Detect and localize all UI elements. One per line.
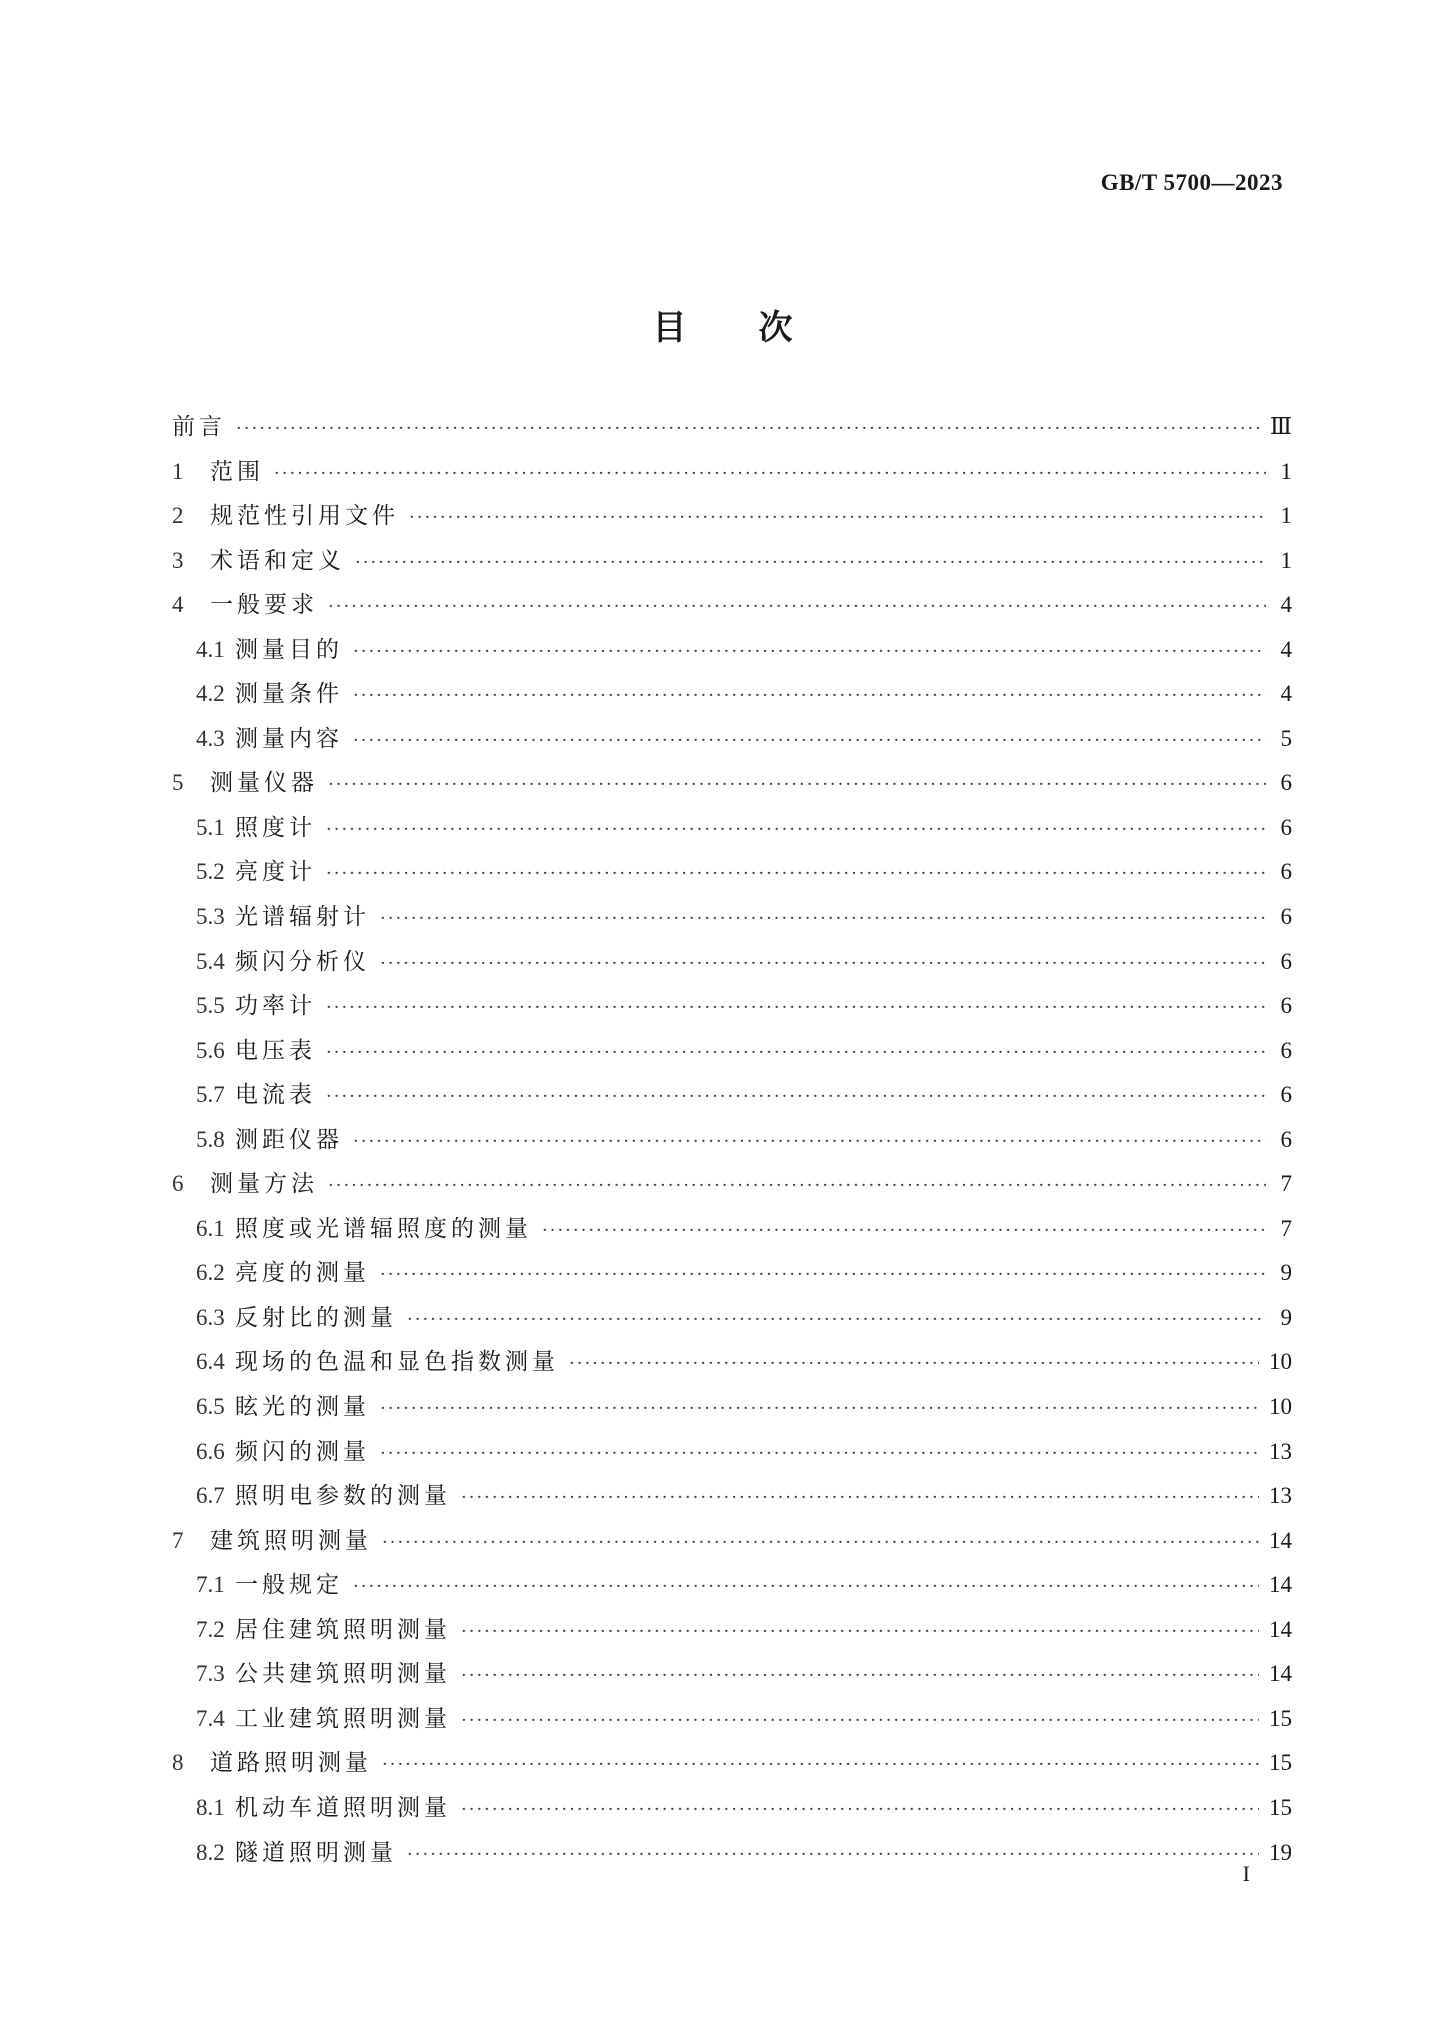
toc-dot-leader [353,641,1266,662]
toc-dot-leader [353,1576,1259,1597]
toc-entry-number: 5.8 [196,1126,225,1152]
toc-dot-leader [328,774,1266,795]
toc-dot-leader [380,908,1266,929]
toc-entry[interactable] [172,1522,1292,1567]
toc-entry-page: 19 [1269,1839,1292,1865]
toc-entry-number: 6.7 [196,1483,225,1509]
toc-entry-number: 4 [172,592,184,618]
toc-dot-leader [380,1443,1259,1464]
toc-entry-label[interactable]: 前言 [172,414,226,440]
toc-entry-page: 6 [1280,1037,1292,1063]
toc-entry[interactable] [172,987,1292,1032]
toc-entry-number: 6.5 [196,1394,225,1420]
toc-dot-leader [353,1131,1266,1152]
toc-entry-number: 6 [172,1171,184,1197]
toc-entry[interactable] [172,1744,1292,1789]
toc-entry-label[interactable]: 测量目的 [235,636,343,663]
toc-entry-page: 9 [1280,1304,1292,1330]
toc-entry-label[interactable]: 一般规定 [235,1572,343,1599]
toc-dot-leader [461,1665,1259,1686]
toc-dot-leader [542,1220,1266,1241]
toc-dot-leader [380,1398,1259,1419]
toc-entry-page: 14 [1269,1572,1292,1598]
toc-entry-page: 6 [1280,948,1292,974]
toc-entry[interactable] [172,1254,1292,1299]
toc-entry-page: 7 [1280,1215,1292,1241]
toc-entry-page: 6 [1280,859,1292,885]
toc-entry-label[interactable]: 亮度计 [235,859,316,886]
toc-entry-label[interactable]: 光谱辐射计 [235,904,370,931]
toc-entry-number: 4.1 [196,636,225,662]
toc-entry-number: 8 [172,1750,184,1776]
toc-entry-page: 14 [1269,1527,1292,1553]
toc-entry-label[interactable]: 隧道照明测量 [235,1839,397,1866]
toc-entry-number: 5.2 [196,859,225,885]
toc-dot-leader [328,596,1266,617]
toc-entry-page: 6 [1280,814,1292,840]
toc-dot-leader [382,1532,1259,1553]
toc-entry-label[interactable]: 频闪的测量 [235,1438,370,1465]
toc-dot-leader [274,463,1266,484]
toc-entry[interactable] [172,453,1292,498]
toc-entry-label[interactable]: 反射比的测量 [235,1304,397,1331]
toc-entry-label[interactable]: 照度或光谱辐照度的测量 [235,1215,532,1242]
toc-entry-page: 15 [1269,1705,1292,1731]
toc-entry-page: 6 [1280,993,1292,1019]
toc-entry[interactable] [172,1834,1292,1879]
toc-dot-leader [569,1353,1259,1374]
toc-entry[interactable] [172,764,1292,809]
toc-entry-label[interactable]: 电流表 [235,1082,316,1109]
toc-entry-label[interactable]: 术语和定义 [210,547,345,574]
toc-dot-leader [353,730,1266,751]
toc-entry[interactable] [172,1477,1292,1522]
toc-entry-page: 10 [1269,1349,1292,1375]
toc-entry-page: 15 [1269,1794,1292,1820]
toc-entry-label[interactable]: 居住建筑照明测量 [235,1616,451,1643]
toc-entry-page: 4 [1280,681,1292,707]
toc-entry[interactable] [172,542,1292,587]
toc-entry[interactable] [172,1611,1292,1656]
toc-entry[interactable] [172,809,1292,854]
toc-entry-page: 6 [1280,1082,1292,1108]
toc-entry-number: 1 [172,458,184,484]
toc-dot-leader [326,997,1266,1018]
toc-entry-number: 7.3 [196,1661,225,1687]
toc-entry[interactable] [172,408,1292,453]
toc-entry-page: 1 [1280,547,1292,573]
toc-entry-number: 4.3 [196,725,225,751]
toc-entry-page: 4 [1280,592,1292,618]
toc-dot-leader [328,1175,1266,1196]
toc-entry-page: 1 [1280,503,1292,529]
toc-entry-label[interactable]: 规范性引用文件 [210,503,399,530]
toc-dot-leader [382,1754,1259,1775]
toc-entry-label[interactable]: 公共建筑照明测量 [235,1661,451,1688]
toc-entry-label[interactable]: 机动车道照明测量 [235,1794,451,1821]
toc-dot-leader [409,507,1266,528]
toc-entry-page: 6 [1280,1126,1292,1152]
toc-entry[interactable] [172,1165,1292,1210]
toc-dot-leader [407,1844,1259,1865]
toc-dot-leader [326,1086,1266,1107]
toc-entry-page: Ⅲ [1269,414,1292,439]
toc-entry[interactable] [172,1433,1292,1478]
toc-entry[interactable] [172,1655,1292,1700]
toc-entry-page: 1 [1280,458,1292,484]
toc-entry[interactable] [172,1121,1292,1166]
toc-entry-page: 7 [1280,1171,1292,1197]
toc-entry-label[interactable]: 建筑照明测量 [210,1527,372,1554]
toc-entry-number: 8.2 [196,1839,225,1865]
toc-entry[interactable] [172,853,1292,898]
toc-entry-number: 8.1 [196,1794,225,1820]
toc-entry-number: 7 [172,1527,184,1553]
toc-entry-page: 9 [1280,1260,1292,1286]
toc-dot-leader [461,1621,1259,1642]
toc-entry-label[interactable]: 照明电参数的测量 [235,1483,451,1510]
standard-code: GB/T 5700—2023 [1100,170,1283,195]
page-title: 目次 [652,308,865,348]
toc-dot-leader [326,863,1266,884]
toc-entry-number: 6.2 [196,1260,225,1286]
toc-entry-page: 6 [1280,904,1292,930]
toc-entry-number: 6.1 [196,1215,225,1241]
toc-entry-label[interactable]: 亮度的测量 [235,1260,370,1287]
toc-entry-label[interactable]: 照度计 [235,814,316,841]
toc-entry-label[interactable]: 道路照明测量 [210,1750,372,1777]
toc-entry-number: 4.2 [196,681,225,707]
toc-entry[interactable] [172,631,1292,676]
toc-entry-page: 15 [1269,1750,1292,1776]
toc-entry[interactable] [172,1789,1292,1834]
toc-entry-label[interactable]: 测量条件 [235,681,343,708]
page-number: I [1242,1861,1250,1886]
table-of-contents [172,408,1292,1878]
toc-entry[interactable] [172,1700,1292,1745]
toc-dot-leader [380,1264,1266,1285]
toc-dot-leader [380,953,1266,974]
toc-dot-leader [355,552,1266,573]
toc-dot-leader [326,819,1266,840]
toc-entry-page: 14 [1269,1661,1292,1687]
toc-entry-number: 7.1 [196,1572,225,1598]
toc-entry-label[interactable]: 工业建筑照明测量 [235,1705,451,1732]
toc-entry-number: 6.3 [196,1304,225,1330]
toc-entry-label[interactable]: 范围 [210,458,264,485]
toc-entry[interactable] [172,586,1292,631]
toc-entry[interactable] [172,1343,1292,1388]
toc-entry-number: 5.5 [196,993,225,1019]
toc-dot-leader [326,1042,1266,1063]
toc-dot-leader [236,418,1260,439]
toc-entry-label[interactable]: 测量内容 [235,725,343,752]
toc-entry-label[interactable]: 眩光的测量 [235,1394,370,1421]
toc-entry-page: 13 [1269,1483,1292,1509]
toc-entry-label[interactable]: 测量仪器 [210,770,318,797]
toc-dot-leader [407,1309,1266,1330]
toc-entry[interactable] [172,1076,1292,1121]
toc-entry-number: 5.6 [196,1037,225,1063]
toc-entry-number: 3 [172,547,184,573]
toc-entry-number: 5.4 [196,948,225,974]
toc-entry-number: 7.2 [196,1616,225,1642]
toc-dot-leader [461,1799,1259,1820]
toc-entry-label[interactable]: 测距仪器 [235,1126,343,1153]
toc-entry-label[interactable]: 电压表 [235,1037,316,1064]
toc-entry-number: 5.3 [196,904,225,930]
toc-entry[interactable] [172,943,1292,988]
toc-entry-number: 6.4 [196,1349,225,1375]
toc-entry-number: 2 [172,503,184,529]
toc-entry[interactable] [172,497,1292,542]
toc-entry[interactable] [172,898,1292,943]
toc-entry-label[interactable]: 测量方法 [210,1171,318,1198]
toc-entry-number: 5.7 [196,1082,225,1108]
toc-entry[interactable] [172,1566,1292,1611]
toc-dot-leader [353,685,1266,706]
toc-dot-leader [461,1710,1259,1731]
toc-entry-page: 10 [1269,1394,1292,1420]
toc-entry-label[interactable]: 功率计 [235,993,316,1020]
toc-entry[interactable] [172,1210,1292,1255]
toc-entry-number: 6.6 [196,1438,225,1464]
toc-entry[interactable] [172,1388,1292,1433]
toc-entry-label[interactable]: 频闪分析仪 [235,948,370,975]
toc-entry-number: 7.4 [196,1705,225,1731]
toc-entry-page: 6 [1280,770,1292,796]
toc-entry-page: 13 [1269,1438,1292,1464]
toc-entry[interactable] [172,1032,1292,1077]
toc-entry-number: 5.1 [196,814,225,840]
toc-entry[interactable] [172,675,1292,720]
toc-entry-label[interactable]: 一般要求 [210,592,318,619]
toc-entry[interactable] [172,720,1292,765]
toc-entry-page: 5 [1280,725,1292,751]
toc-entry-number: 5 [172,770,184,796]
toc-entry-label[interactable]: 现场的色温和显色指数测量 [235,1349,559,1376]
toc-dot-leader [461,1487,1259,1508]
toc-entry-page: 4 [1280,636,1292,662]
toc-entry[interactable] [172,1299,1292,1344]
toc-entry-page: 14 [1269,1616,1292,1642]
